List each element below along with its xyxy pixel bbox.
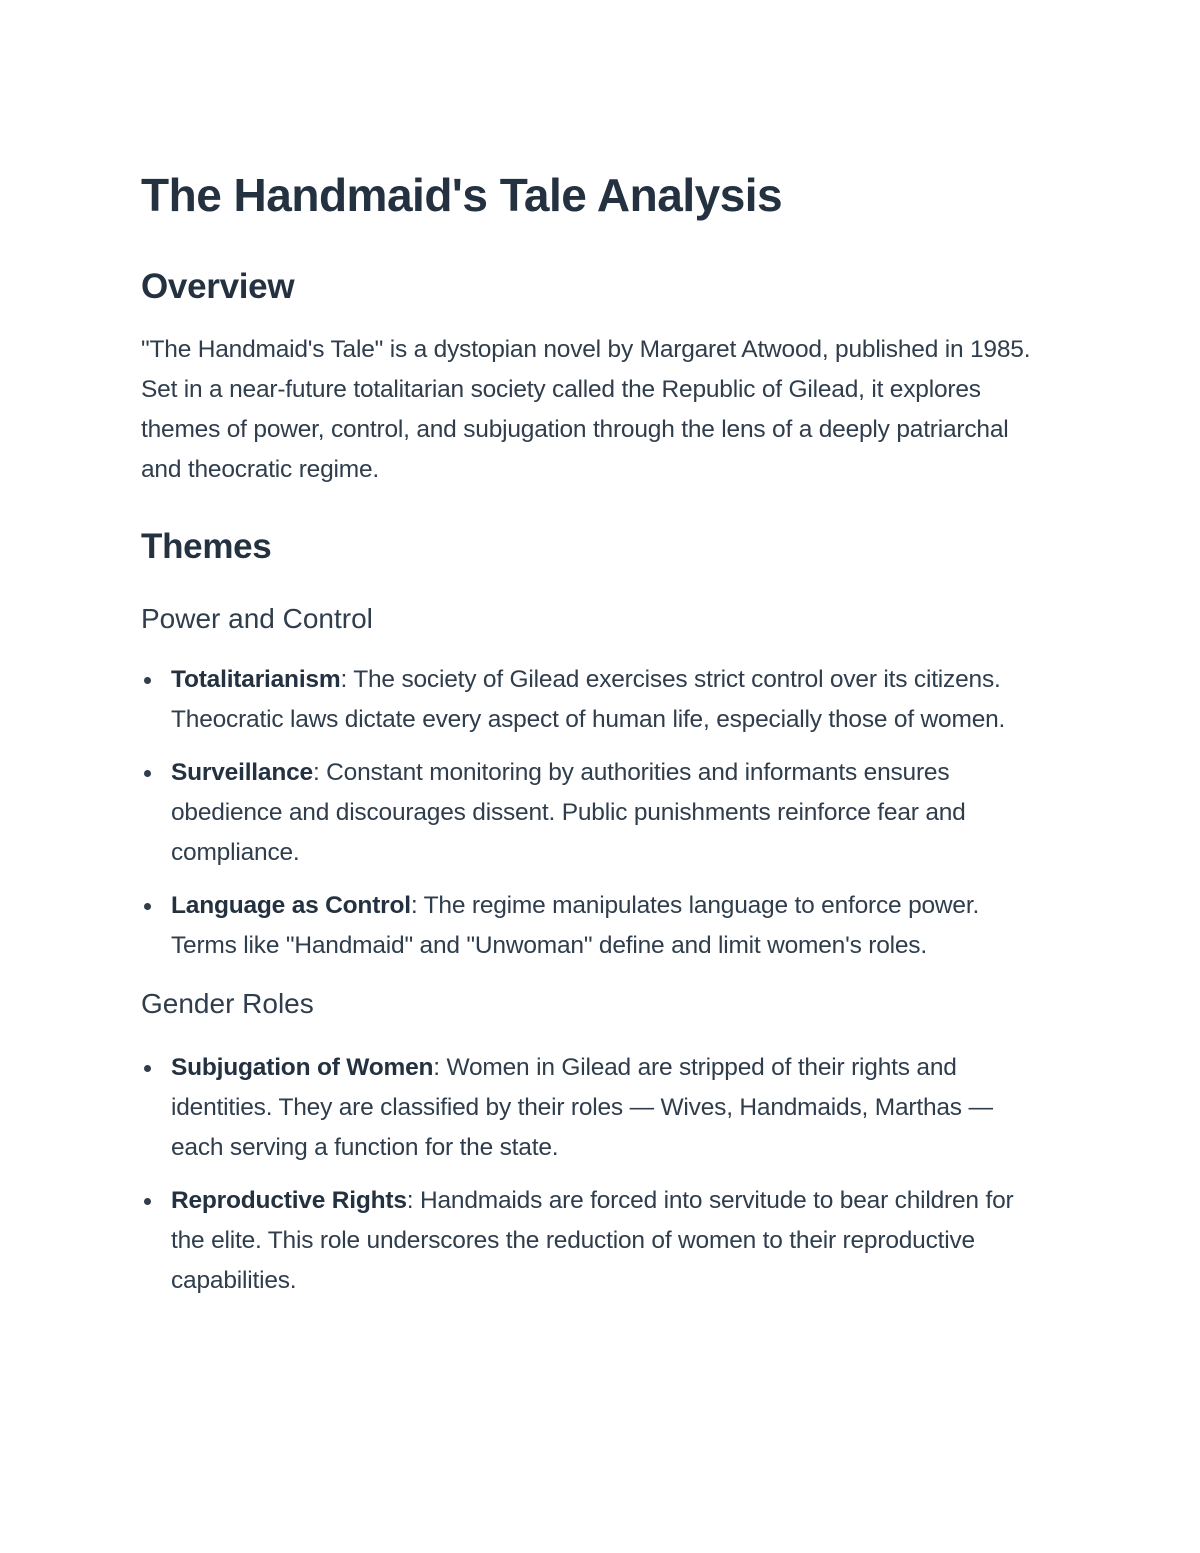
overview-heading: Overview — [141, 267, 295, 306]
term-label: Language as Control — [171, 892, 411, 919]
term-label: Subjugation of Women — [171, 1054, 434, 1081]
bullet-dot-icon — [144, 770, 151, 777]
document-page — [141, 165, 1046, 1301]
list-item-reproductive-rights — [141, 1181, 1046, 1301]
term-description: : Constant monitoring by authorities and informants ensures obedience and discourages dissent. Public punishments reinforce fear and compliance. — [171, 759, 966, 866]
list-item-totalitarianism — [141, 660, 1046, 740]
bullet-dot-icon — [144, 903, 151, 910]
term-label: Totalitarianism — [171, 666, 341, 693]
themes-heading: Themes — [141, 527, 272, 566]
list-item-subjugation-of-women — [141, 1048, 1046, 1168]
term-description: : Women in Gilead are stripped of their rights and identities. They are classified by their roles — Wives, Handmaids, Marthas — each serving a function for the state. — [171, 1054, 993, 1161]
document-title: The Handmaid's Tale Analysis — [141, 169, 783, 221]
power-and-control-list — [141, 660, 1046, 966]
bullet-dot-icon — [144, 677, 151, 684]
gender-roles-list — [141, 1048, 1046, 1301]
gender-roles-heading: Gender Roles — [141, 988, 314, 1019]
power-and-control-heading: Power and Control — [141, 603, 373, 634]
term-description: : The regime manipulates language to enforce power. Terms like "Handmaid" and "Unwoman" define and limit women's roles. — [171, 892, 980, 959]
list-item-language-as-control — [141, 886, 1046, 966]
term-label: Surveillance — [171, 759, 313, 786]
bullet-dot-icon — [144, 1198, 151, 1205]
list-item-surveillance — [141, 753, 1046, 873]
term-description: : Handmaids are forced into servitude to bear children for the elite. This role underscores the reduction of women to their reproductive capabilities. — [171, 1187, 1014, 1294]
term-description: : The society of Gilead exercises strict control over its citizens. Theocratic laws dictate every aspect of human life, especially those of women. — [171, 666, 1006, 733]
bullet-dot-icon — [144, 1065, 151, 1072]
overview-paragraph: "The Handmaid's Tale" is a dystopian novel by Margaret Atwood, published in 1985. Set in a near-future totalitarian society called the Republic of Gilead, it explores themes of power, control, and subjugation through the lens of a deeply patriarchal and theocratic regime. — [141, 336, 1031, 483]
term-label: Reproductive Rights — [171, 1187, 407, 1214]
